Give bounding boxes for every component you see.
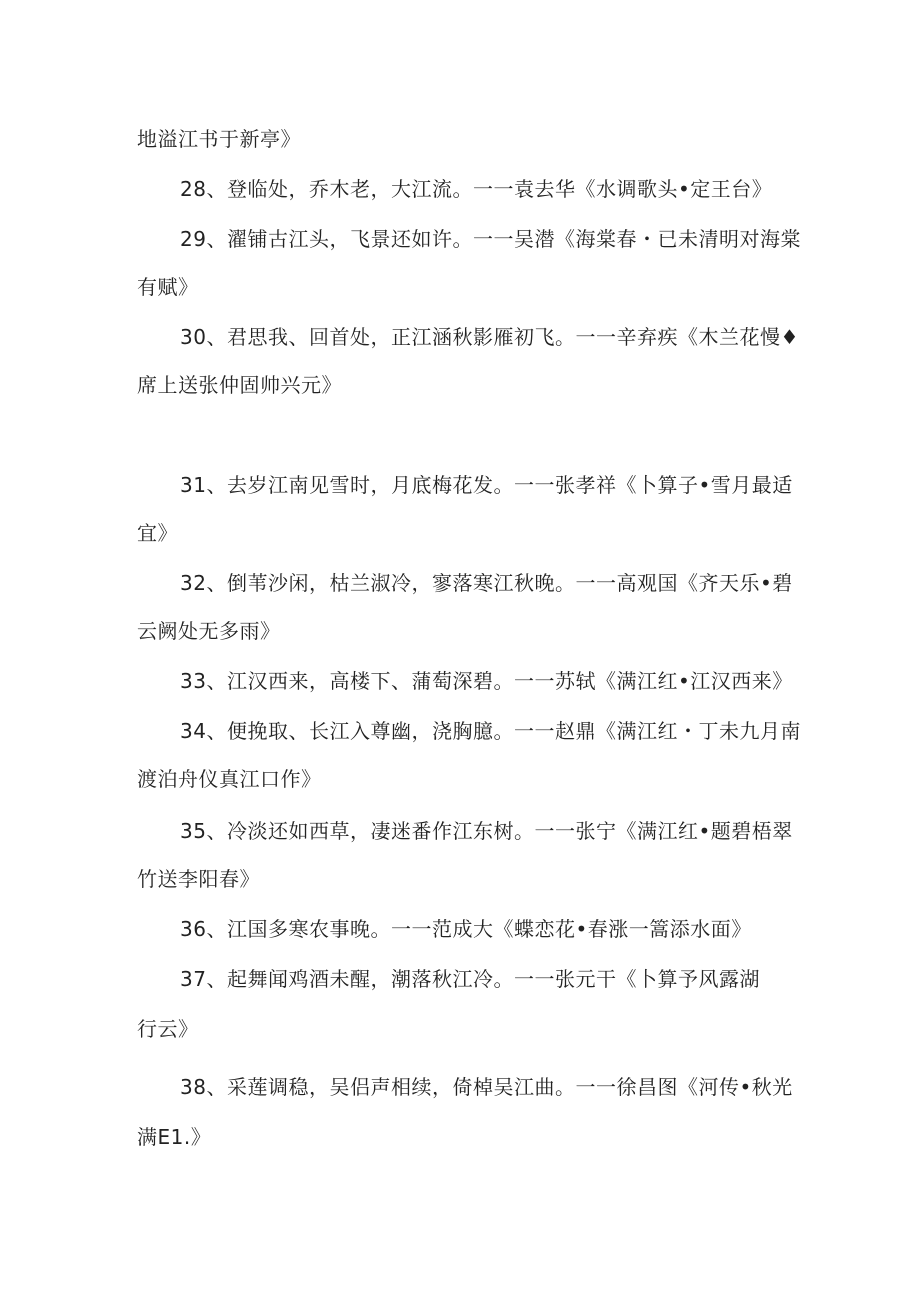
text-line: 渡泊舟仪真江口作》	[137, 767, 322, 791]
text-line: 34、便挽取、长江入尊幽，浇胸臆。一一赵鼎《满江红・丁未九月南	[180, 719, 801, 743]
text-line: 37、起舞闻鸡酒未醒，潮落秋江冷。一一张元干《卜算予风露湖	[180, 967, 760, 991]
text-line: 行云》	[137, 1017, 199, 1041]
text-line: 有赋》	[137, 275, 199, 299]
text-line: 36、江国多寒农事晚。一一范成大《蝶恋花•春涨一篙添水面》	[180, 917, 752, 941]
text-line: 满E1.》	[137, 1125, 212, 1149]
text-line: 33、江汉西来，高楼下、蒲萄深碧。一一苏轼《满江红•江汉西来》	[180, 669, 793, 693]
text-line: 云阙处无多雨》	[137, 619, 281, 643]
text-line: 席上送张仲固帅兴元》	[137, 373, 342, 397]
text-line: 31、去岁江南见雪时，月底梅花发。一一张孝祥《卜算子•雪月最适	[180, 473, 793, 497]
text-line: 宜》	[137, 521, 178, 545]
text-line: 地溢江书于新亭》	[137, 127, 301, 151]
text-line: 28、登临处，乔木老，大江流。一一袁去华《水调歌头•定王台》	[180, 177, 773, 201]
text-line: 竹送李阳春》	[137, 867, 260, 891]
text-line: 32、倒苇沙闲，枯兰淑冷，寥落寒江秋晚。一一高观国《齐天乐•碧	[180, 571, 793, 595]
text-line: 38、采莲调稳，吴侣声相续，倚棹吴江曲。一一徐昌图《河传•秋光	[180, 1075, 793, 1099]
text-line: 30、君思我、回首处，正江涵秋影雁初飞。一一辛弃疾《木兰花慢♦	[180, 325, 799, 349]
text-line: 29、濯铺古江头，飞景还如许。一一吴潜《海棠春・已未清明对海棠	[180, 227, 801, 251]
text-line: 35、冷淡还如西草，凄迷番作江东树。一一张宁《满江红•题碧梧翠	[180, 819, 793, 843]
